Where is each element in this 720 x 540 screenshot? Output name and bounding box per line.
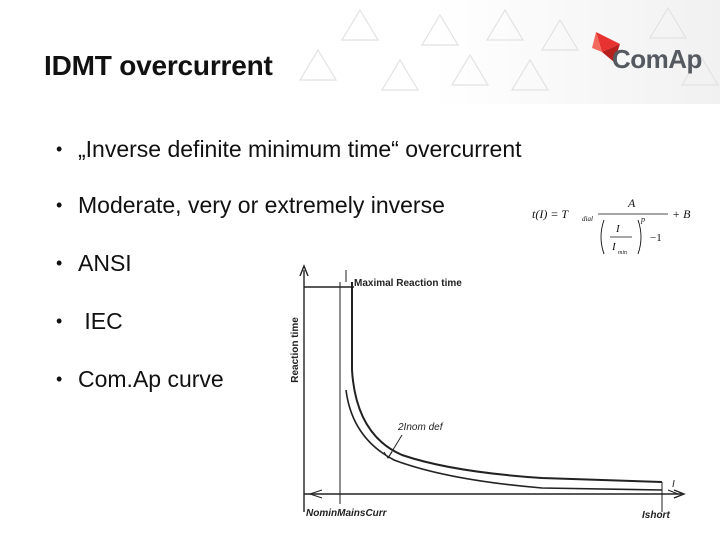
formula-frac-den-sub: min xyxy=(618,250,627,256)
bullet-item xyxy=(56,366,224,393)
bullet-text: „Inverse definite minimum time“ overcurrent xyxy=(78,136,522,162)
bullet-dot-icon: • xyxy=(56,253,63,273)
bullet-text: ANSI xyxy=(78,250,132,276)
reaction-time-curve xyxy=(352,282,662,482)
bullet-item xyxy=(56,308,123,335)
bullet-item xyxy=(56,136,522,163)
idmt-curve-diagram xyxy=(282,260,702,530)
formula-frac-num: I xyxy=(616,223,620,235)
bullet-text: Com.Ap curve xyxy=(78,366,224,392)
bullet-dot-icon: • xyxy=(56,369,63,389)
idmt-formula xyxy=(528,192,708,262)
formula-exponent: p xyxy=(641,215,645,224)
logo-text: ComAp xyxy=(612,44,702,74)
bullet-text: IEC xyxy=(78,308,123,334)
bullet-dot-icon: • xyxy=(56,139,63,159)
formula-left-paren-icon xyxy=(601,220,604,254)
formula-lhs-sub: dial xyxy=(582,215,593,223)
formula-frac-den: I xyxy=(612,241,616,253)
x-axis-label: I xyxy=(672,479,675,490)
slide-header xyxy=(0,0,720,104)
formula-plus-b: + B xyxy=(672,207,691,221)
formula-numerator: A xyxy=(628,196,636,210)
y-axis-label: Reaction time xyxy=(290,317,301,383)
bullet-dot-icon: • xyxy=(56,311,63,331)
x-left-label: NominMainsCurr xyxy=(306,508,387,519)
left-dimension-arrow-icon xyxy=(310,490,338,498)
bullet-item xyxy=(56,192,445,219)
x-right-label: Ishort xyxy=(642,510,670,521)
bullet-dot-icon: • xyxy=(56,195,63,215)
slide-title: IDMT overcurrent xyxy=(44,50,273,81)
formula-minus-one: −1 xyxy=(650,232,662,244)
formula-lhs: t(I) = T xyxy=(532,207,569,221)
bullet-item xyxy=(56,250,132,277)
formula-right-paren-icon xyxy=(638,220,641,254)
curve-label: 2Inom def xyxy=(398,422,443,433)
max-time-label: Maximal Reaction time xyxy=(354,278,462,289)
bullet-text: Moderate, very or extremely inverse xyxy=(78,192,445,218)
